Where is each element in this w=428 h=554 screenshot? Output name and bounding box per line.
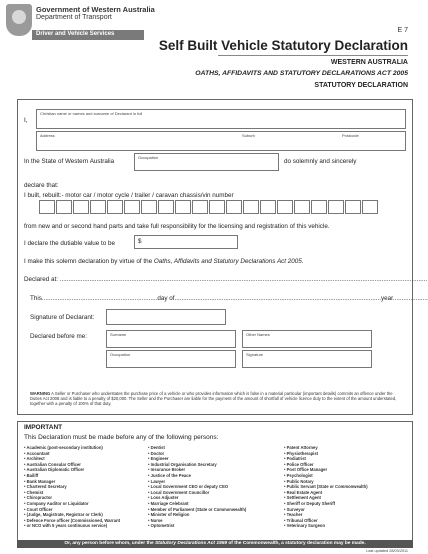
authorised-person-item: • Academic (post-secondary institution) (24, 445, 120, 451)
authorised-person-item: • Public Servant (State or Commonwealth) (284, 484, 368, 490)
authorised-person-item: • Post Office Manager (284, 467, 368, 473)
occupation2-hint: Occupation (110, 352, 131, 357)
authorised-person-item: • Court Officer (24, 507, 120, 513)
vin-cell[interactable] (209, 200, 225, 214)
authorised-person-item: • or NCO with 5 years continuous service) (24, 523, 120, 529)
vin-cell[interactable] (39, 200, 55, 214)
authorised-person-item: • Industrial Organisation Secretary (148, 462, 246, 468)
footer-banner: Or, any person before whom, under the Statutory Declarations Act 1959 of the Commonwealth, a statutory declaration may be made. (17, 540, 413, 548)
vin-cell[interactable] (90, 200, 106, 214)
witness-occupation-field[interactable] (106, 350, 236, 368)
authorised-person-item: • Insurance Broker (148, 467, 246, 473)
authorised-person-item: • Optometrist (148, 523, 246, 529)
authorised-person-item: • Teacher (284, 512, 368, 518)
state-text: In the State of Western Australia (24, 158, 115, 165)
address-hint: Address (40, 133, 55, 138)
important-subtitle: This Declaration must be made before any of the following persons: (24, 434, 219, 441)
authorised-person-item: • Loss Adjuster (148, 495, 246, 501)
authorised-person-item: • Engineer (148, 456, 246, 462)
subtitle-state: WESTERN AUSTRALIA (330, 59, 408, 66)
subtitle-type: STATUTORY DECLARATION (314, 82, 408, 89)
vin-cell[interactable] (175, 200, 191, 214)
authorised-person-item: • Sheriff or Deputy Sheriff (284, 501, 368, 507)
authorised-person-item: • Dentist (148, 445, 246, 451)
authorised-person-item: • Tribunal Officer (284, 518, 368, 524)
solemnly-text: do solemnly and sincerely (284, 158, 357, 165)
authorised-person-item: • Defence Force officer (Commissioned, Warrant (24, 518, 120, 524)
authorised-person-item: • Marriage Celebrant (148, 501, 246, 507)
signature-declarant-field[interactable] (106, 309, 226, 325)
declarant-name-field[interactable] (36, 109, 406, 129)
authorised-person-item: • Psychologist (284, 473, 368, 479)
address-field[interactable] (36, 131, 406, 151)
signature-hint: Signature (246, 352, 264, 357)
title-rule (218, 55, 408, 56)
authorised-person-item: • Justice of the Peace (148, 473, 246, 479)
authorised-persons-col-3 (284, 445, 368, 529)
vin-cell[interactable] (294, 200, 310, 214)
vin-cell[interactable] (141, 200, 157, 214)
vin-cell[interactable] (328, 200, 344, 214)
authorised-person-item: • Veterinary Surgeon (284, 523, 368, 529)
solemn-declaration-text: I make this solemn declaration by virtue of the Oaths, Affidavits and Statutory Declarations Act 2005. (24, 258, 304, 265)
authorised-person-item: • Physiotherapist (284, 451, 368, 457)
other-names-hint: Other Names (246, 332, 270, 337)
witness-signature-field[interactable] (242, 350, 372, 368)
dollar-sign: $ (138, 238, 142, 245)
authorised-person-item: • Chiropractor (24, 495, 120, 501)
authorised-person-item: • Podiatrist (284, 456, 368, 462)
service-banner: Driver and Vehicle Services (32, 30, 144, 40)
suburb-hint: Suburb (242, 133, 255, 138)
authorised-persons-col-2 (148, 445, 246, 529)
authorised-person-item: • Local Government Councillor (148, 490, 246, 496)
postcode-hint: Postcode (342, 133, 359, 138)
authorised-person-item: • Australian Diplomatic Officer (24, 467, 120, 473)
vin-cell[interactable] (226, 200, 242, 214)
authorised-person-item: • Nurse (148, 518, 246, 524)
state-crest-icon (6, 4, 32, 36)
vin-cell[interactable] (124, 200, 140, 214)
vin-cell[interactable] (73, 200, 89, 214)
authorised-person-item: • Bank Manager (24, 479, 120, 485)
dutiable-value-field[interactable] (134, 235, 238, 249)
vin-number-grid[interactable] (39, 200, 379, 214)
gov-line-1: Government of Western Australia (36, 5, 155, 14)
vin-cell[interactable] (56, 200, 72, 214)
dutiable-text: I declare the dutiable value to be (24, 240, 116, 247)
authorised-person-item: • Lawyer (148, 479, 246, 485)
important-title: IMPORTANT (24, 424, 63, 431)
gov-line-2: Department of Transport (36, 14, 112, 21)
vin-cell[interactable] (192, 200, 208, 214)
vin-cell[interactable] (107, 200, 123, 214)
vin-cell[interactable] (243, 200, 259, 214)
page-title: Self Built Vehicle Statutory Declaration (158, 38, 408, 53)
vin-cell[interactable] (311, 200, 327, 214)
authorised-person-item: • Chartered Secretary (24, 484, 120, 490)
authorised-person-item: • Architect (24, 456, 120, 462)
authorised-persons-col-1 (24, 445, 120, 529)
authorised-person-item: • Police Officer (284, 462, 368, 468)
vin-cell[interactable] (158, 200, 174, 214)
i-label: I, (24, 117, 28, 124)
authorised-person-item: • Public Notary (284, 479, 368, 485)
name-hint: Christian name or names and surname of Declarant in full (40, 111, 143, 116)
parts-text: from new and or second hand parts and take full responsibility for the licensing and registration of this vehicle. (24, 223, 330, 230)
authorised-person-item: • Settlement Agent (284, 495, 368, 501)
vin-cell[interactable] (260, 200, 276, 214)
occupation-field[interactable] (134, 153, 279, 171)
date-line[interactable]: This..................................................................day of......................................................................................................................year.................... (30, 295, 428, 302)
occupation-hint: Occupation (138, 155, 159, 160)
authorised-person-item: • Company Auditor or Liquidator (24, 501, 120, 507)
authorised-person-item: • Chemist (24, 490, 120, 496)
vin-cell[interactable] (345, 200, 361, 214)
declare-text: declare that: (24, 182, 59, 189)
signature-declarant-label: Signature of Declarant: (30, 314, 95, 321)
subtitle-act: OATHS, AFFIDAVITS AND STATUTORY DECLARATIONS ACT 2005 (195, 70, 408, 77)
warning-notice: WARNING A Seller or Purchaser who understates the purchase price of a vehicle or who provides information which is false in a material particular (important details) commits an offence under the Duties Act 2008 and is liable to a penalty of $20,000. The Seller and the Purchaser are liable for the payment of the amount of shortfall of vehicle licence duty to the extent of the amount understated, together with a penalty of 100% of that duty. (30, 391, 397, 407)
authorised-person-item: • (Judge, Magistrate, Registrar or Clerk) (24, 512, 120, 518)
vin-cell[interactable] (362, 200, 378, 214)
declared-before-label: Declared before me: (30, 333, 88, 340)
authorised-person-item: • Patent Attorney (284, 445, 368, 451)
authorised-person-item: • Member of Parliament (State or Commonwealth) (148, 507, 246, 513)
authorised-person-item: • Accountant (24, 451, 120, 457)
agency-logo (6, 4, 155, 44)
authorised-person-item: • Real Estate Agent (284, 490, 368, 496)
authorised-person-item: • Australian Consular Officer (24, 462, 120, 468)
authorised-person-item: • Bailiff (24, 473, 120, 479)
authorised-person-item: • Minister of Religion (148, 512, 246, 518)
surname-hint: Surname (110, 332, 127, 337)
declared-at-line[interactable]: Declared at: .................................................................................................................................................................................................................. (24, 276, 428, 283)
built-text: I built, rebuilt:- motor car / motor cycle / trailer / caravan chassis/vin number (24, 192, 234, 199)
vin-cell[interactable] (277, 200, 293, 214)
form-code: E 7 (397, 27, 408, 34)
last-updated: Last updated 28/03/2011 (366, 549, 408, 553)
witness-surname-field[interactable] (106, 330, 236, 348)
witness-other-names-field[interactable] (242, 330, 372, 348)
authorised-person-item: • Surveyor (284, 507, 368, 513)
authorised-person-item: • Doctor (148, 451, 246, 457)
authorised-person-item: • Local Government CEO or deputy CEO (148, 484, 246, 490)
